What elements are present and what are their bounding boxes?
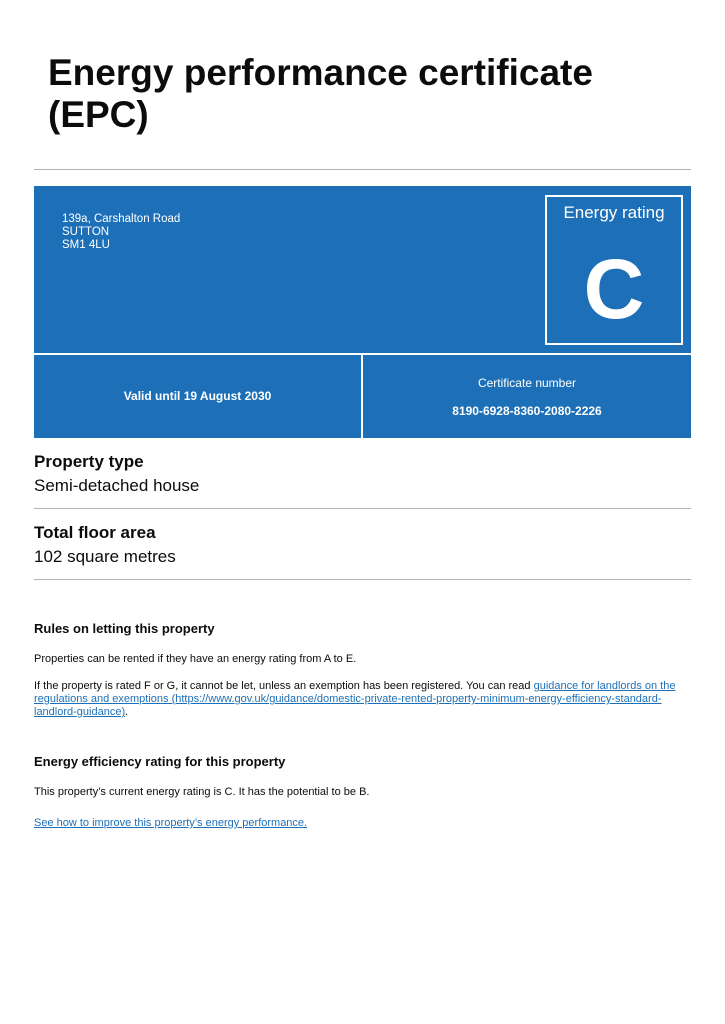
address-line-2: SUTTON <box>62 226 110 238</box>
letting-exemption-end: . <box>125 706 129 718</box>
floor-area-value: 102 square metres <box>34 547 176 566</box>
page-title-line-1: Energy performance certificate <box>48 52 593 93</box>
summary-bottom-divider <box>34 579 691 580</box>
panel-divider-vertical <box>361 355 363 438</box>
epc-summary-panel <box>34 186 691 438</box>
efficiency-rating-paragraph: This property’s current energy rating is C. It has the potential to be B. <box>34 786 370 798</box>
landlord-guidance-link[interactable]: guidance for landlords on the regulations and exemptions (https://www.gov.uk/guidance/domestic-private-rented-property-minimum-energy-efficiency-standard-landlord-guidance) <box>34 680 676 718</box>
page-title-line-2: (EPC) <box>48 94 149 135</box>
letting-rules-heading: Rules on letting this property <box>34 621 215 636</box>
address-line-1: 139a, Carshalton Road <box>62 213 181 225</box>
address-line-3: SM1 4LU <box>62 239 110 251</box>
letting-rules-paragraph: Properties can be rented if they have an energy rating from A to E. <box>34 653 357 665</box>
energy-rating-box <box>545 195 683 345</box>
property-type-heading: Property type <box>34 452 144 471</box>
property-address <box>62 213 180 252</box>
property-type-value: Semi-detached house <box>34 476 200 495</box>
page-title <box>48 52 688 136</box>
certificate-number-label: Certificate number <box>477 376 577 390</box>
title-divider <box>34 169 691 170</box>
improve-performance-paragraph <box>34 817 694 830</box>
certificate-number: 8190-6928-8360-2080-2226 <box>452 404 602 418</box>
summary-divider <box>34 508 691 509</box>
energy-rating-label: Energy rating <box>563 203 665 222</box>
valid-until: Valid until 19 August 2030 <box>123 389 272 403</box>
efficiency-rating-heading: Energy efficiency rating for this property <box>34 754 286 769</box>
letting-exemption-paragraph <box>34 680 694 719</box>
floor-area-heading: Total floor area <box>34 523 156 542</box>
letting-exemption-text: If the property is rated F or G, it cannot be let, unless an exemption has been registered. You can read <box>34 680 534 692</box>
energy-rating-value: C <box>583 242 645 336</box>
improve-performance-link[interactable]: See how to improve this property’s energy performance. <box>34 817 308 829</box>
